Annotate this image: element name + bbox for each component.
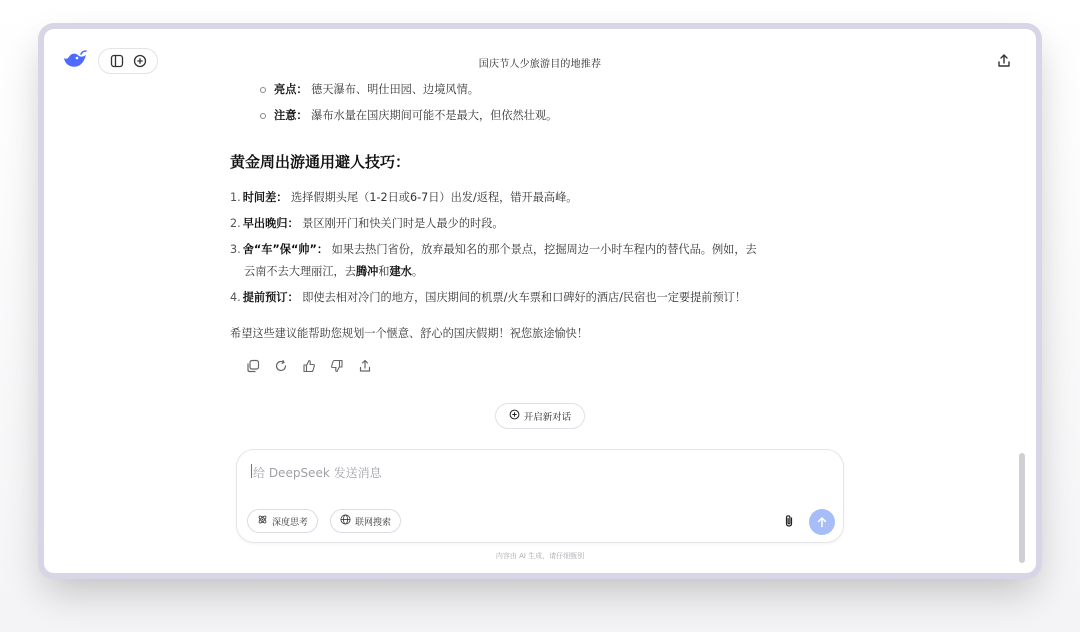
deep-think-label: 深度思考	[272, 517, 309, 528]
web-search-toggle[interactable]	[330, 509, 401, 533]
tip-item-continuation	[244, 263, 423, 279]
new-chat-button[interactable]	[495, 403, 585, 429]
message-actions	[244, 357, 374, 375]
tip-label: 时间差：	[242, 191, 288, 204]
atom-icon	[257, 514, 268, 528]
tip-text: 景区刚开门和快关门时是人最少的时段。	[302, 217, 504, 230]
tip-item	[230, 189, 577, 205]
item-label: 亮点：	[274, 83, 308, 96]
tip-text: 选择假期头尾（1-2日或6-7日）出发/返程，错开最高峰。	[291, 191, 578, 204]
new-chat-label: 开启新对话	[523, 412, 572, 423]
copy-icon[interactable]	[244, 357, 262, 375]
thumbs-up-icon[interactable]	[300, 357, 318, 375]
tip-number: 1.	[230, 191, 241, 204]
web-search-label: 联网搜索	[355, 517, 392, 528]
item-label: 注意：	[274, 109, 308, 122]
tip-label: 提前预订：	[242, 291, 299, 304]
section-heading: 黄金周出游通用避人技巧：	[230, 153, 411, 171]
globe-icon	[340, 514, 351, 528]
send-button[interactable]	[809, 509, 835, 535]
tip-text: 云南不去大理丽江，去	[244, 265, 356, 278]
bullet-dot	[260, 113, 266, 119]
app-window	[44, 29, 1036, 573]
tip-item	[230, 215, 504, 231]
ai-disclaimer: 内容由 AI 生成，请仔细甄别	[495, 552, 585, 560]
regenerate-icon[interactable]	[272, 357, 290, 375]
bullet-dot	[260, 87, 266, 93]
tip-label: 早出晚归：	[242, 217, 299, 230]
message-composer	[236, 449, 844, 543]
tip-text: 和	[378, 265, 390, 278]
tip-text: 即使去相对冷门的地方，国庆期间的机票/火车票和口碑好的酒店/民宿也一定要提前预订！	[302, 291, 747, 304]
scrollbar-thumb[interactable]	[1019, 453, 1025, 563]
share-icon[interactable]	[996, 53, 1012, 69]
deep-think-toggle[interactable]	[247, 509, 318, 533]
tip-text: 如果去热门省份，放弃最知名的那个景点，挖掘周边一小时车程内的替代品。例如，去	[331, 243, 757, 256]
item-text: 德天瀑布、明仕田园、边境风情。	[311, 83, 479, 96]
tip-bold: 建水	[389, 265, 412, 278]
new-chat-icon	[509, 409, 520, 423]
share-icon[interactable]	[356, 357, 374, 375]
tip-number: 2.	[230, 217, 241, 230]
item-text: 瀑布水量在国庆期间可能不是最大，但依然壮观。	[311, 109, 558, 122]
tip-label: 舍“车”保“帅”：	[242, 243, 329, 256]
top-bar	[44, 29, 1036, 79]
message-input[interactable]	[251, 462, 815, 484]
tip-text: 。	[411, 265, 424, 278]
tip-item	[230, 289, 746, 305]
closing-text: 希望这些建议能帮助您规划一个惬意、舒心的国庆假期！祝您旅途愉快！	[230, 327, 589, 340]
send-arrow-icon	[816, 513, 828, 532]
conversation-title: 国庆节人少旅游目的地推荐	[478, 59, 602, 70]
attach-icon[interactable]	[781, 513, 797, 529]
list-item	[260, 81, 479, 97]
tip-number: 3.	[230, 243, 241, 256]
thumbs-down-icon[interactable]	[328, 357, 346, 375]
tip-item	[230, 241, 757, 257]
tip-bold: 腾冲	[355, 265, 379, 278]
tip-number: 4.	[230, 291, 241, 304]
list-item	[260, 107, 557, 123]
